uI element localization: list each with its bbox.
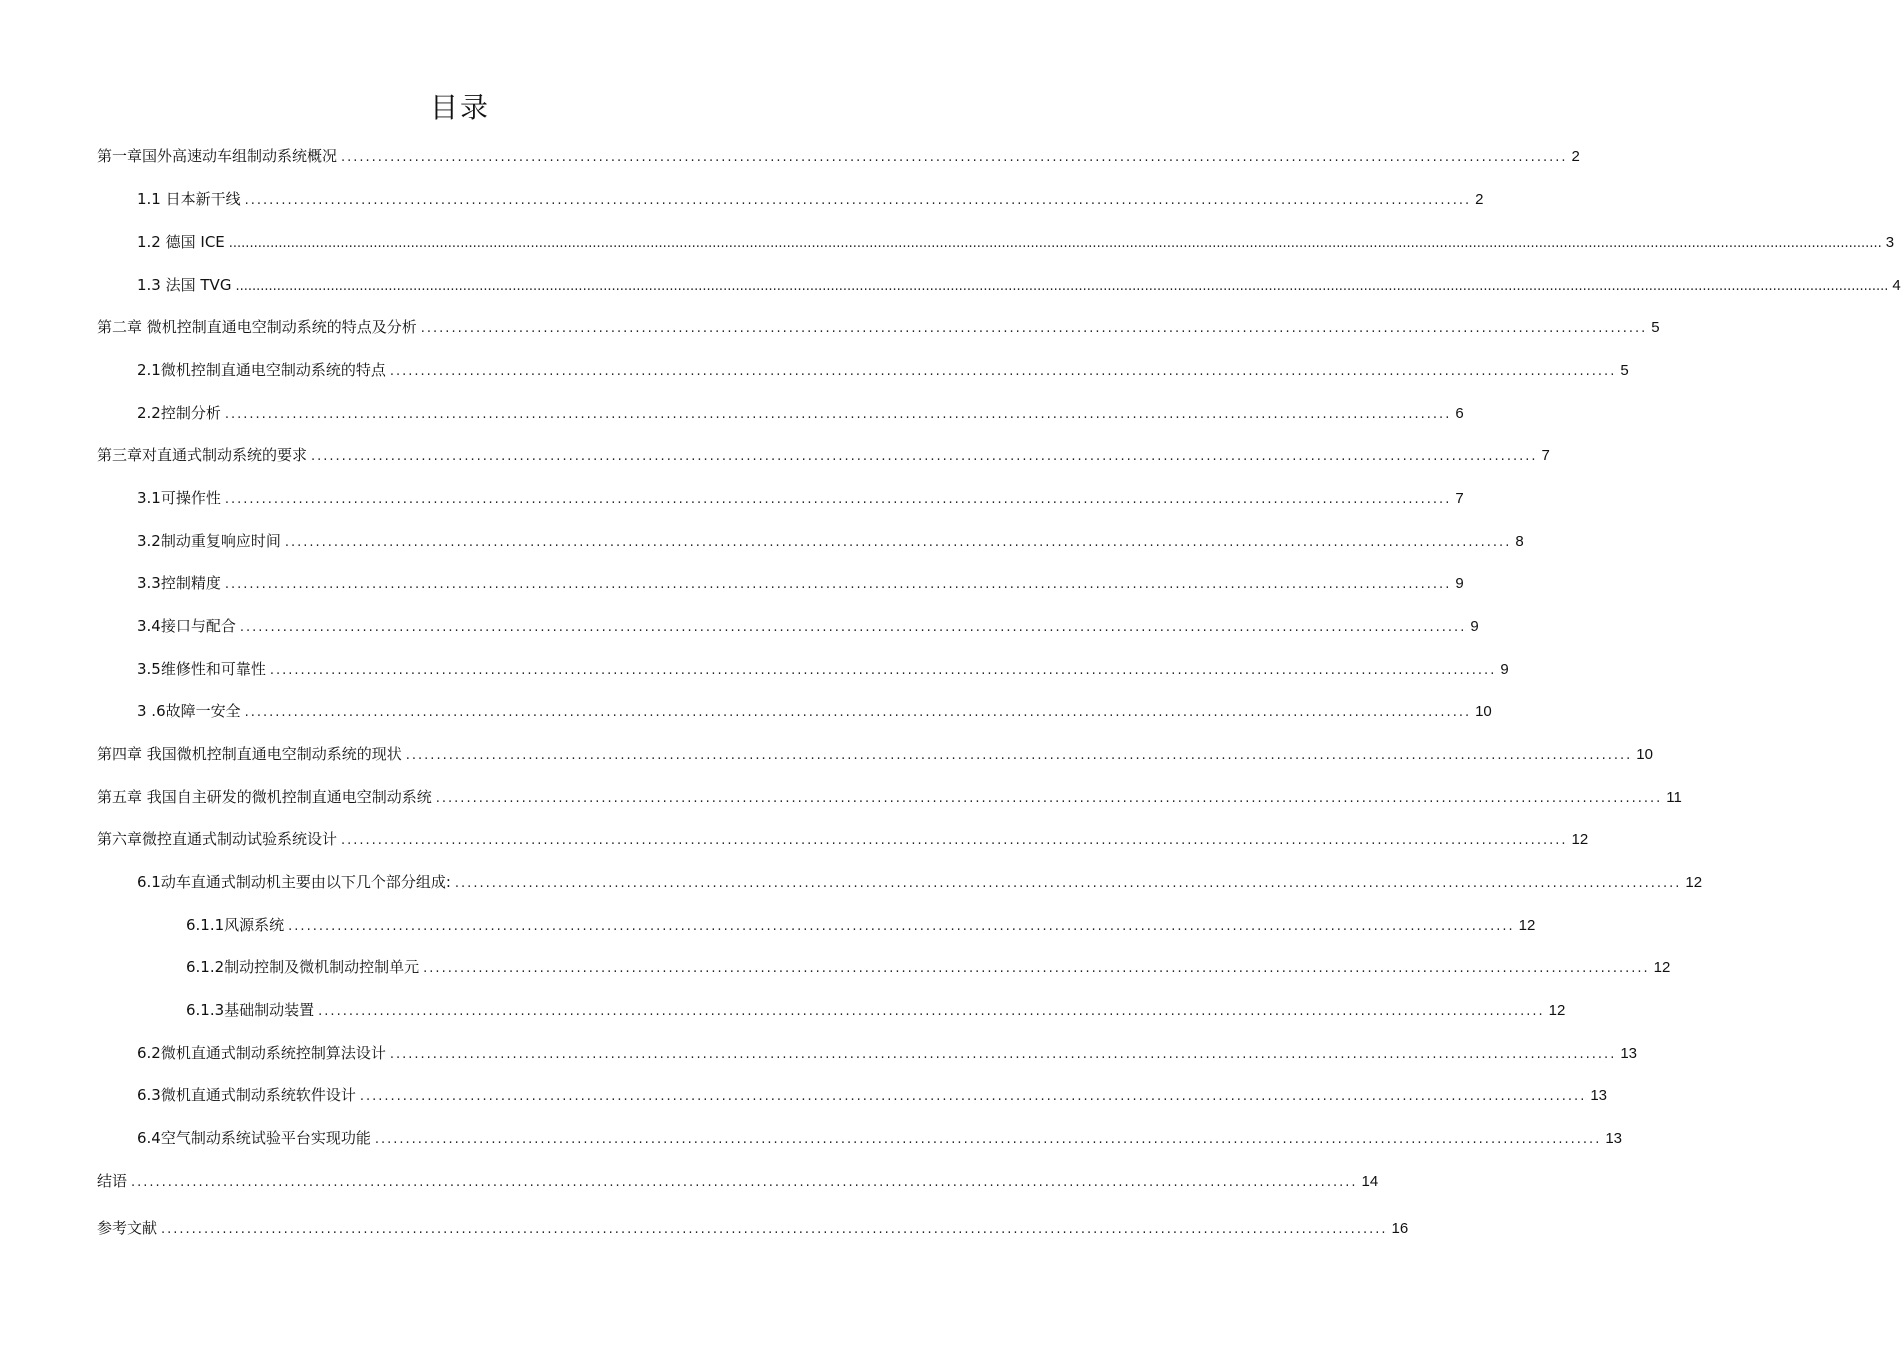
toc-entry[interactable] <box>137 1043 1638 1063</box>
toc-entry[interactable] <box>137 488 1464 508</box>
toc-entry-label: 6.1.2制动控制及微机制动控制单元 <box>186 958 420 976</box>
toc-entry-label: 6.1.1风源系统 <box>186 916 285 934</box>
toc-entry-label: 第六章微控直通式制动试验系统设计 <box>97 830 338 848</box>
toc-entry[interactable] <box>97 445 1550 465</box>
toc-entry[interactable] <box>137 1128 1623 1148</box>
toc-entry-label: 3.5维修性和可靠性 <box>137 660 266 678</box>
toc-entry-page-number: 7 <box>1541 447 1550 464</box>
toc-entry-label: 3.3控制精度 <box>137 574 221 592</box>
toc-entry[interactable] <box>186 1000 1566 1020</box>
toc-leader-dots: ........................................................................................................................................................................................................ <box>244 193 1472 208</box>
toc-entry-page-number: 13 <box>1605 1130 1623 1147</box>
toc-entry-label: 3 .6故障一安全 <box>137 702 241 720</box>
toc-entry-page-number: 11 <box>1666 789 1682 806</box>
toc-leader-dots: ........................................................................................................................................................................................................ <box>131 1175 1358 1190</box>
toc-entry-label: 3.2制动重复响应时间 <box>137 532 281 550</box>
toc-entry-label: 第五章 我国自主研发的微机控制直通电空制动系统 <box>97 788 432 806</box>
toc-entry-label: 2.1微机控制直通电空制动系统的特点 <box>137 361 386 379</box>
toc-entry-label: 6.3微机直通式制动系统软件设计 <box>137 1086 356 1104</box>
toc-entry-label: 6.1.3基础制动装置 <box>186 1001 315 1019</box>
toc-entry-page-number: 5 <box>1651 319 1660 336</box>
toc-leader-dots: ........................................................................................................................................................................................................ <box>389 364 1617 379</box>
toc-entry[interactable] <box>97 317 1660 337</box>
toc-leader-dots: ........................................................................................................................................................................................................ <box>224 407 1452 422</box>
toc-entry-label: 1.3 法国 TVG <box>137 276 232 294</box>
toc-entry[interactable] <box>97 744 1653 764</box>
toc-entry-page-number: 2 <box>1475 191 1484 208</box>
toc-leader-dots: ........................................................................................................................................................................................................ <box>224 492 1452 507</box>
toc-entry-page-number: 4 <box>1892 277 1901 294</box>
toc-leader-dots: ........................................................................................................................................................................................................ <box>288 919 1515 934</box>
toc-entry-page-number: 13 <box>1590 1087 1608 1104</box>
toc-leader-dots: ........................................................................................................................................................................................................ <box>161 1222 1388 1237</box>
toc-entry[interactable] <box>137 275 1901 295</box>
toc-entry[interactable] <box>186 957 1671 977</box>
toc-entry[interactable] <box>137 189 1484 209</box>
toc-entry[interactable] <box>97 1171 1379 1191</box>
toc-entry[interactable] <box>97 787 1682 807</box>
toc-leader-dots: ........................................................................................................................................................................................................ <box>224 577 1452 592</box>
toc-leader-dots: ........................................................................................................................................................................................................ <box>341 833 1568 848</box>
toc-entry[interactable] <box>137 531 1524 551</box>
toc-entry-label: 1.2 德国 ICE <box>137 233 225 251</box>
toc-entry[interactable] <box>137 701 1492 721</box>
toc-entry[interactable] <box>97 1218 1409 1238</box>
page-title: 目录 <box>429 91 490 124</box>
toc-entry[interactable] <box>97 829 1589 849</box>
toc-entry[interactable] <box>137 872 1703 892</box>
toc-leader-dots: ........................................................................................................................................................................................................ <box>359 1089 1587 1104</box>
toc-entry-label: 6.4空气制动系统试验平台实现功能 <box>137 1129 371 1147</box>
toc-leader-dots: ........................................................................................................................................................................................................ <box>420 321 1648 336</box>
toc-entry-page-number: 9 <box>1500 661 1509 678</box>
toc-entry-label: 2.2控制分析 <box>137 404 221 422</box>
toc-entry-page-number: 12 <box>1685 874 1703 891</box>
toc-entry-label: 3.1可操作性 <box>137 489 221 507</box>
toc-entry-page-number: 10 <box>1475 703 1492 720</box>
toc-leader-dots: ........................................................................................................................................................................................................ <box>374 1132 1602 1147</box>
toc-entry-page-number: 6 <box>1455 405 1464 422</box>
toc-entry-page-number: 10 <box>1636 746 1653 763</box>
toc-entry[interactable] <box>137 573 1464 593</box>
toc-entry[interactable] <box>97 146 1580 166</box>
toc-entry-label: 结语 <box>97 1172 128 1190</box>
toc-leader-dots: ................................................................................................................................................................................................................................................................................................................................................................................................................ <box>228 236 1882 251</box>
toc-leader-dots: ................................................................................................................................................................................................................................................................................................................................................................................................................ <box>235 279 1889 294</box>
toc-entry-label: 6.2微机直通式制动系统控制算法设计 <box>137 1044 386 1062</box>
toc-entry-label: 3.4接口与配合 <box>137 617 236 635</box>
toc-leader-dots: ........................................................................................................................................................................................................ <box>389 1047 1617 1062</box>
toc-entry[interactable] <box>137 360 1629 380</box>
toc-leader-dots: ........................................................................................................................................................................................................ <box>284 535 1512 550</box>
toc-leader-dots: ........................................................................................................................................................................................................ <box>341 150 1568 165</box>
toc-entry-page-number: 3 <box>1885 234 1895 251</box>
toc-leader-dots: ........................................................................................................................................................................................................ <box>435 791 1663 806</box>
toc-entry-page-number: 8 <box>1515 533 1524 550</box>
toc-entry[interactable] <box>186 915 1536 935</box>
toc-leader-dots: ........................................................................................................................................................................................................ <box>269 663 1497 678</box>
toc-entry[interactable] <box>137 232 1895 252</box>
toc-entry-label: 1.1 日本新干线 <box>137 190 241 208</box>
toc-leader-dots: ........................................................................................................................................................................................................ <box>244 705 1472 720</box>
toc-entry-label: 第一章国外高速动车组制动系统概况 <box>97 147 338 165</box>
toc-entry-page-number: 12 <box>1653 959 1671 976</box>
toc-entry-label: 第二章 微机控制直通电空制动系统的特点及分析 <box>97 318 417 336</box>
toc-entry-label: 第四章 我国微机控制直通电空制动系统的现状 <box>97 745 402 763</box>
toc-entry-page-number: 14 <box>1361 1173 1379 1190</box>
toc-entry[interactable] <box>137 616 1479 636</box>
toc-entry-page-number: 9 <box>1470 618 1479 635</box>
toc-leader-dots: ........................................................................................................................................................................................................ <box>311 449 1538 464</box>
toc-leader-dots: ........................................................................................................................................................................................................ <box>318 1004 1545 1019</box>
toc-entry-label: 参考文献 <box>97 1219 158 1237</box>
toc-entry-label: 6.1动车直通式制动机主要由以下几个部分组成: <box>137 873 451 891</box>
toc-leader-dots: ........................................................................................................................................................................................................ <box>405 748 1633 763</box>
toc-entry-page-number: 12 <box>1518 917 1536 934</box>
toc-entry-page-number: 5 <box>1620 362 1629 379</box>
toc-entry-page-number: 9 <box>1455 575 1464 592</box>
toc-entry-page-number: 2 <box>1571 148 1580 165</box>
toc-entry-label: 第三章对直通式制动系统的要求 <box>97 446 308 464</box>
toc-leader-dots: ........................................................................................................................................................................................................ <box>454 876 1682 891</box>
toc-entry-page-number: 13 <box>1620 1045 1638 1062</box>
toc-leader-dots: ........................................................................................................................................................................................................ <box>239 620 1467 635</box>
toc-leader-dots: ........................................................................................................................................................................................................ <box>423 961 1650 976</box>
toc-entry-page-number: 7 <box>1455 490 1464 507</box>
toc-entry[interactable] <box>137 1085 1608 1105</box>
toc-entry-page-number: 12 <box>1548 1002 1566 1019</box>
toc-entry-page-number: 16 <box>1391 1220 1409 1237</box>
toc-entry[interactable] <box>137 659 1509 679</box>
toc-entry-page-number: 12 <box>1571 831 1589 848</box>
toc-entry[interactable] <box>137 403 1464 423</box>
